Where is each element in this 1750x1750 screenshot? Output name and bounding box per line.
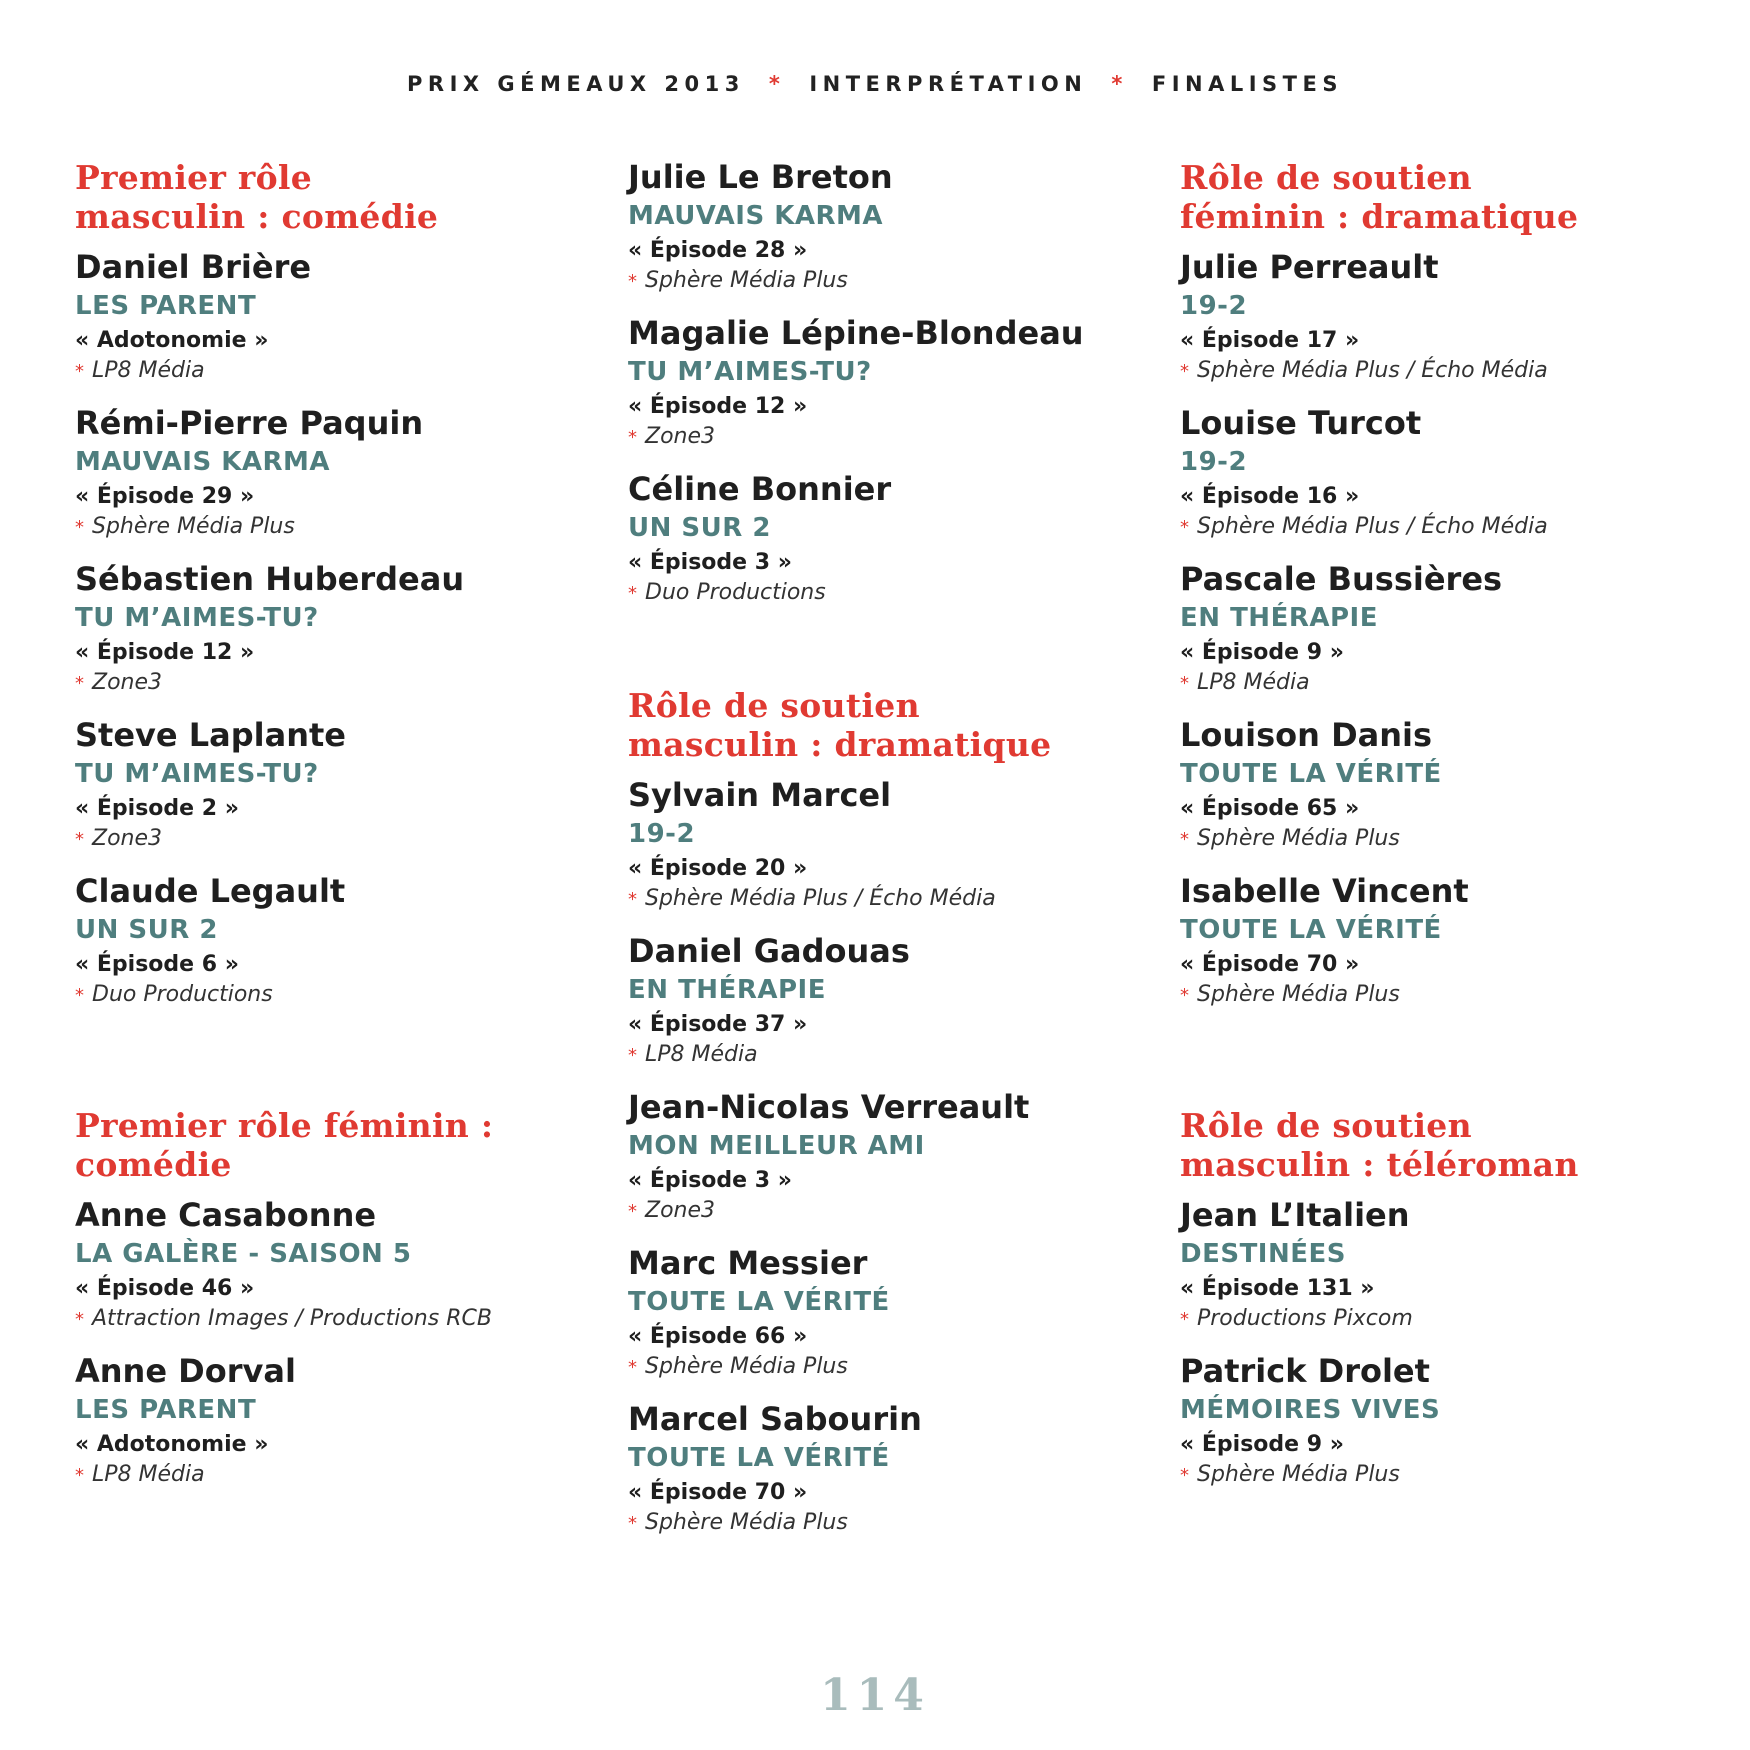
nominee-name: Julie Perreault bbox=[1180, 248, 1439, 286]
show-title: LES PARENT bbox=[75, 1395, 257, 1425]
nominee-name: Louise Turcot bbox=[1180, 404, 1422, 442]
show-title: LES PARENT bbox=[75, 291, 257, 321]
category-title-line: Premier rôle bbox=[75, 158, 313, 197]
category-title-line: masculin : dramatique bbox=[628, 725, 1052, 764]
column-1 bbox=[75, 158, 575, 1508]
producer-name: LP8 Média bbox=[92, 1462, 205, 1487]
nominee-entry bbox=[628, 314, 1128, 453]
episode-title: « Épisode 3 » bbox=[628, 1168, 792, 1193]
star-icon: * bbox=[1180, 1465, 1189, 1486]
nominee-name: Magalie Lépine-Blondeau bbox=[628, 314, 1084, 352]
nominee-name: Sylvain Marcel bbox=[628, 776, 892, 814]
header-finalists: FINALISTES bbox=[1151, 72, 1343, 96]
producer-name: Sphère Média Plus bbox=[645, 268, 848, 293]
star-icon: * bbox=[628, 1513, 637, 1534]
episode-title: « Épisode 6 » bbox=[75, 952, 239, 977]
nominee-name: Rémi-Pierre Paquin bbox=[75, 404, 424, 442]
producer-line bbox=[75, 512, 575, 543]
category-title-line: comédie bbox=[75, 1145, 232, 1184]
show-title: MON MEILLEUR AMI bbox=[628, 1131, 925, 1161]
producer-name: Sphère Média Plus bbox=[92, 514, 295, 539]
producer-line bbox=[1180, 980, 1680, 1011]
header-award: PRIX GÉMEAUX 2013 bbox=[407, 72, 745, 96]
producer-line bbox=[75, 1304, 575, 1335]
episode-title: « Épisode 9 » bbox=[1180, 1432, 1344, 1457]
nominee-name: Jean L’Italien bbox=[1180, 1196, 1410, 1234]
nominee-entry bbox=[75, 1196, 575, 1335]
nominee-name: Pascale Bussières bbox=[1180, 560, 1503, 598]
episode-title: « Épisode 17 » bbox=[1180, 328, 1360, 353]
episode-title: « Épisode 70 » bbox=[628, 1480, 808, 1505]
producer-line bbox=[75, 668, 575, 699]
nominee-name: Claude Legault bbox=[75, 872, 346, 910]
nominee-name: Patrick Drolet bbox=[1180, 1352, 1430, 1390]
star-icon: * bbox=[628, 1357, 637, 1378]
producer-name: Sphère Média Plus / Écho Média bbox=[1197, 514, 1548, 539]
star-icon: * bbox=[628, 271, 637, 292]
producer-line bbox=[75, 824, 575, 855]
category-title-line: féminin : dramatique bbox=[1180, 197, 1579, 236]
producer-line bbox=[75, 980, 575, 1011]
category-section bbox=[628, 158, 1128, 609]
show-title: 19-2 bbox=[628, 819, 696, 849]
show-title: TOUTE LA VÉRITÉ bbox=[628, 1287, 890, 1317]
star-icon: * bbox=[1180, 985, 1189, 1006]
nominee-name: Isabelle Vincent bbox=[1180, 872, 1469, 910]
producer-name: LP8 Média bbox=[92, 358, 205, 383]
nominee-name: Sébastien Huberdeau bbox=[75, 560, 465, 598]
nominee-entry bbox=[1180, 1352, 1680, 1491]
nominee-entry bbox=[75, 560, 575, 699]
show-title: UN SUR 2 bbox=[75, 915, 218, 945]
nominee-entry bbox=[75, 404, 575, 543]
episode-title: « Épisode 29 » bbox=[75, 484, 255, 509]
episode-title: « Épisode 66 » bbox=[628, 1324, 808, 1349]
producer-line bbox=[1180, 1460, 1680, 1491]
category-title-line: masculin : téléroman bbox=[1180, 1145, 1579, 1184]
nominee-entry bbox=[628, 158, 1128, 297]
star-icon: * bbox=[75, 985, 84, 1006]
nominee-name: Marc Messier bbox=[628, 1244, 868, 1282]
show-title: MAUVAIS KARMA bbox=[75, 447, 331, 477]
nominee-name: Julie Le Breton bbox=[628, 158, 893, 196]
episode-title: « Épisode 70 » bbox=[1180, 952, 1360, 977]
category-title-line: Rôle de soutien bbox=[1180, 1106, 1472, 1145]
category-title-line: Rôle de soutien bbox=[1180, 158, 1472, 197]
star-icon: * bbox=[75, 1465, 84, 1486]
category-title-line: masculin : comédie bbox=[75, 197, 439, 236]
producer-name: Sphère Média Plus / Écho Média bbox=[1197, 358, 1548, 383]
producer-name: Duo Productions bbox=[92, 982, 273, 1007]
star-icon: * bbox=[1180, 517, 1189, 538]
page-number: 114 bbox=[820, 1670, 930, 1721]
show-title: 19-2 bbox=[1180, 291, 1248, 321]
nominee-name: Anne Casabonne bbox=[75, 1196, 377, 1234]
producer-line bbox=[628, 1352, 1128, 1383]
show-title: EN THÉRAPIE bbox=[1180, 603, 1378, 633]
category-section bbox=[75, 1106, 575, 1491]
episode-title: « Épisode 2 » bbox=[75, 796, 239, 821]
column-3 bbox=[1180, 158, 1680, 1508]
show-title: MÉMOIRES VIVES bbox=[1180, 1395, 1441, 1425]
producer-line bbox=[1180, 824, 1680, 855]
nominee-name: Louison Danis bbox=[1180, 716, 1433, 754]
producer-name: Sphère Média Plus bbox=[1197, 826, 1400, 851]
producer-name: Productions Pixcom bbox=[1197, 1306, 1413, 1331]
producer-line bbox=[628, 884, 1128, 915]
nominee-entry bbox=[628, 1088, 1128, 1227]
nominee-entry bbox=[1180, 404, 1680, 543]
category-title bbox=[628, 686, 1128, 764]
show-title: 19-2 bbox=[1180, 447, 1248, 477]
star-separator-icon: * bbox=[1111, 72, 1128, 96]
star-icon: * bbox=[628, 583, 637, 604]
episode-title: « Épisode 28 » bbox=[628, 238, 808, 263]
episode-title: « Adotonomie » bbox=[75, 328, 269, 353]
category-title-line: Premier rôle féminin : bbox=[75, 1106, 494, 1145]
nominee-name: Steve Laplante bbox=[75, 716, 346, 754]
producer-line bbox=[1180, 1304, 1680, 1335]
nominee-entry bbox=[1180, 872, 1680, 1011]
producer-name: Zone3 bbox=[92, 670, 163, 695]
producer-line bbox=[628, 578, 1128, 609]
nominee-entry bbox=[628, 1244, 1128, 1383]
category-title bbox=[75, 158, 575, 236]
producer-line bbox=[628, 1196, 1128, 1227]
star-icon: * bbox=[75, 673, 84, 694]
category-title-line: Rôle de soutien bbox=[628, 686, 920, 725]
star-icon: * bbox=[75, 829, 84, 850]
producer-name: Attraction Images / Productions RCB bbox=[92, 1306, 492, 1331]
show-title: UN SUR 2 bbox=[628, 513, 771, 543]
nominee-entry bbox=[1180, 716, 1680, 855]
star-icon: * bbox=[1180, 361, 1189, 382]
nominee-entry bbox=[1180, 1196, 1680, 1335]
category-section bbox=[628, 686, 1128, 1539]
episode-title: « Adotonomie » bbox=[75, 1432, 269, 1457]
episode-title: « Épisode 37 » bbox=[628, 1012, 808, 1037]
star-icon: * bbox=[1180, 673, 1189, 694]
producer-name: Zone3 bbox=[645, 1198, 716, 1223]
producer-name: Sphère Média Plus bbox=[645, 1510, 848, 1535]
column-2 bbox=[628, 158, 1128, 1556]
episode-title: « Épisode 3 » bbox=[628, 550, 792, 575]
show-title: DESTINÉES bbox=[1180, 1239, 1346, 1269]
producer-line bbox=[628, 1508, 1128, 1539]
producer-line bbox=[1180, 512, 1680, 543]
episode-title: « Épisode 12 » bbox=[75, 640, 255, 665]
episode-title: « Épisode 9 » bbox=[1180, 640, 1344, 665]
nominee-entry bbox=[628, 1400, 1128, 1539]
section-spacer bbox=[75, 1028, 575, 1106]
show-title: LA GALÈRE - SAISON 5 bbox=[75, 1239, 412, 1269]
star-icon: * bbox=[628, 1201, 637, 1222]
nominee-name: Jean-Nicolas Verreault bbox=[628, 1088, 1030, 1126]
producer-line bbox=[75, 1460, 575, 1491]
nominee-entry bbox=[75, 248, 575, 387]
producer-line bbox=[628, 422, 1128, 453]
nominee-entry bbox=[75, 872, 575, 1011]
producer-name: Sphère Média Plus bbox=[1197, 1462, 1400, 1487]
show-title: MAUVAIS KARMA bbox=[628, 201, 884, 231]
section-spacer bbox=[628, 626, 1128, 686]
star-icon: * bbox=[1180, 829, 1189, 850]
nominee-entry bbox=[628, 932, 1128, 1071]
page-header bbox=[0, 72, 1750, 96]
episode-title: « Épisode 16 » bbox=[1180, 484, 1360, 509]
producer-line bbox=[1180, 668, 1680, 699]
producer-name: LP8 Média bbox=[645, 1042, 758, 1067]
show-title: TOUTE LA VÉRITÉ bbox=[1180, 759, 1442, 789]
show-title: TOUTE LA VÉRITÉ bbox=[1180, 915, 1442, 945]
producer-name: Duo Productions bbox=[645, 580, 826, 605]
star-icon: * bbox=[628, 889, 637, 910]
section-spacer bbox=[1180, 1028, 1680, 1106]
nominee-name: Céline Bonnier bbox=[628, 470, 892, 508]
category-title bbox=[75, 1106, 575, 1184]
producer-name: Sphère Média Plus bbox=[1197, 982, 1400, 1007]
nominee-name: Daniel Gadouas bbox=[628, 932, 910, 970]
producer-line bbox=[75, 356, 575, 387]
category-title bbox=[1180, 158, 1680, 236]
producer-line bbox=[1180, 356, 1680, 387]
category-section bbox=[1180, 158, 1680, 1011]
category-section bbox=[75, 158, 575, 1011]
show-title: TU M’AIMES-TU? bbox=[75, 759, 319, 789]
header-category: INTERPRÉTATION bbox=[809, 72, 1088, 96]
star-icon: * bbox=[1180, 1309, 1189, 1330]
producer-name: Zone3 bbox=[645, 424, 716, 449]
star-icon: * bbox=[75, 361, 84, 382]
star-icon: * bbox=[628, 1045, 637, 1066]
nominee-entry bbox=[1180, 248, 1680, 387]
episode-title: « Épisode 65 » bbox=[1180, 796, 1360, 821]
star-icon: * bbox=[75, 517, 84, 538]
nominee-name: Marcel Sabourin bbox=[628, 1400, 922, 1438]
show-title: TOUTE LA VÉRITÉ bbox=[628, 1443, 890, 1473]
star-icon: * bbox=[75, 1309, 84, 1330]
producer-name: Sphère Média Plus / Écho Média bbox=[645, 886, 996, 911]
producer-line bbox=[628, 266, 1128, 297]
star-separator-icon: * bbox=[768, 72, 786, 96]
nominee-entry bbox=[75, 716, 575, 855]
producer-line bbox=[628, 1040, 1128, 1071]
nominee-entry bbox=[1180, 560, 1680, 699]
nominee-entry bbox=[75, 1352, 575, 1491]
producer-name: Zone3 bbox=[92, 826, 163, 851]
nominee-entry bbox=[628, 470, 1128, 609]
nominee-name: Daniel Brière bbox=[75, 248, 312, 286]
category-title bbox=[1180, 1106, 1680, 1184]
show-title: TU M’AIMES-TU? bbox=[75, 603, 319, 633]
episode-title: « Épisode 46 » bbox=[75, 1276, 255, 1301]
category-section bbox=[1180, 1106, 1680, 1491]
episode-title: « Épisode 131 » bbox=[1180, 1276, 1375, 1301]
show-title: EN THÉRAPIE bbox=[628, 975, 826, 1005]
nominee-entry bbox=[628, 776, 1128, 915]
star-icon: * bbox=[628, 427, 637, 448]
producer-name: Sphère Média Plus bbox=[645, 1354, 848, 1379]
episode-title: « Épisode 20 » bbox=[628, 856, 808, 881]
show-title: TU M’AIMES-TU? bbox=[628, 357, 872, 387]
nominee-name: Anne Dorval bbox=[75, 1352, 296, 1390]
episode-title: « Épisode 12 » bbox=[628, 394, 808, 419]
producer-name: LP8 Média bbox=[1197, 670, 1310, 695]
